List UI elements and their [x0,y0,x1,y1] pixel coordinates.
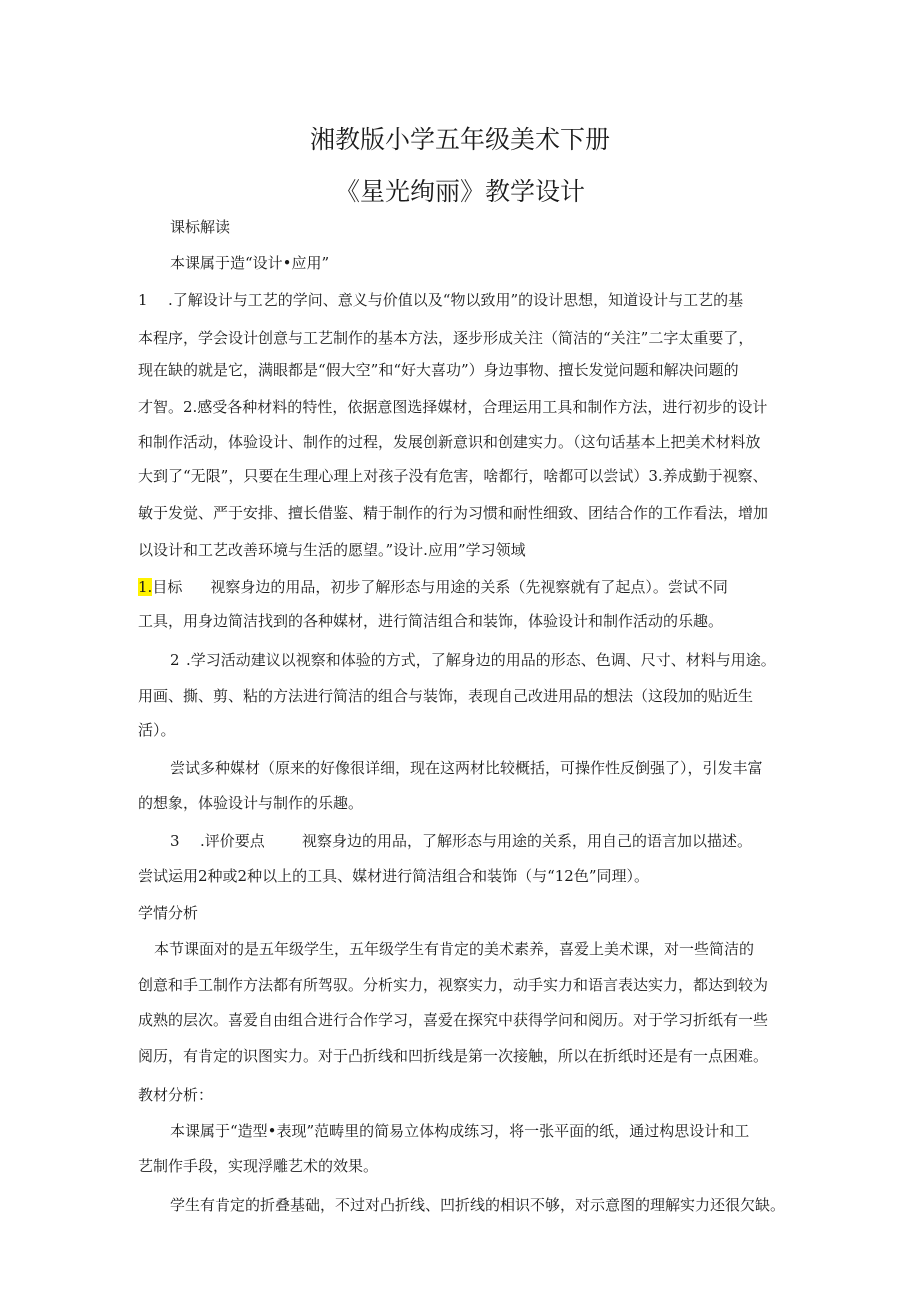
paragraph-line: 以设计和工艺改善环境与生活的愿望。”设计.应用”学习领域 [138,541,526,559]
section-heading-curriculum: 课标解读 [170,218,231,236]
evaluation-label: .评价要点 [200,832,265,850]
paragraph-line: 工具，用身边简洁找到的各种媒材，进行简洁组合和装饰，体验设计和制作活动的乐趣。 [138,612,724,630]
goal-line [138,577,728,597]
paragraph-line: 和制作活动，体验设计、制作的过程，发展创新意识和创建实力。（这句话基本上把美术材料放 [138,433,761,451]
paragraph-line: 本程序，学会设计创意与工艺制作的基本方法，逐步形成关注（简洁的“关注”二字太重要了， [138,329,754,347]
paragraph-line: 本课属于造“设计•应用” [170,254,330,272]
paragraph-line: 本课属于“造型•表现”范畴里的简易立体构成练习，将一张平面的纸，通过构思设计和工 [170,1122,750,1140]
paragraph-line: 尝试多种媒材（原来的好像很详细，现在这两材比较概括，可操作性反倒强了），引发丰富 [170,759,763,777]
document-title: 湘教版小学五年级美术下册 [309,125,610,154]
paragraph-line: 大到了“无限”，只要在生理心理上对孩子没有危害，啥都行，啥都可以尝试）3.养成勤于视察、 [138,467,768,485]
paragraph-line: 艺制作手段，实现浮雕艺术的效果。 [138,1157,379,1175]
paragraph-line: 视察身边的用品，了解形态与用途的关系，用自己的语言加以描述。 [302,832,753,850]
section-heading-textbook: 教材分析： [138,1086,214,1104]
highlighted-number: 1. [138,578,153,596]
paragraph-line: 学生有肯定的折叠基础，不过对凸折线、凹折线的相识不够，对示意图的理解实力还很欠缺。 [170,1196,786,1214]
paragraph-line: 尝试运用2种或2种以上的工具、媒材进行简洁组合和装饰（与“12色”同理）。 [138,867,650,885]
paragraph-line: .了解设计与工艺的学问、意义与价值以及“物以致用”的设计思想，知道设计与工艺的基 [168,291,744,309]
list-number: 3 [170,832,180,850]
section-heading-students: 学情分析 [138,904,199,922]
paragraph-line: 阅历，有肯定的识图实力。对于凸折线和凹折线是第一次接触，所以在折纸时还是有一点困难。 [138,1047,769,1065]
list-number: 1 [138,291,148,309]
paragraph-line: 成熟的层次。喜爱自由组合进行合作学习，喜爱在探究中获得学问和阅历。对于学习折纸有一些 [138,1011,769,1029]
document-subtitle: 《星光绚丽》教学设计 [334,177,585,206]
paragraph-line: 用画、撕、剪、粘的方法进行简洁的组合与装饰，表现自己改进用品的想法（这段加的贴近生 [138,687,754,705]
paragraph-line: 本节课面对的是五年级学生，五年级学生有肯定的美术素养，喜爱上美术课，对一些简洁的 [154,940,755,958]
list-number: 2 [170,651,180,669]
paragraph-line: 活）。 [138,721,176,739]
paragraph-line: 现在缺的就是它，满眼都是“假大空”和“好大喜功”）身边事物、擅长发觉问题和解决问题的 [138,361,739,379]
goal-label: 目标 [152,578,183,596]
paragraph-line: 敏于发觉、严于安排、擅长借鉴、精于制作的行为习惯和耐性细致、团结合作的工作看法，增加 [138,504,769,522]
paragraph-line: 才智。2.感受各种材料的特性，依据意图选择媒材，合理运用工具和制作方法，进行初步的设计 [138,398,768,416]
paragraph-line: 的想象，体验设计与制作的乐趣。 [138,794,364,812]
goal-text: 视察身边的用品，初步了解形态与用途的关系（先视察就有了起点）。尝试不同 [210,578,728,596]
paragraph-line: 创意和手工制作方法都有所驾驭。分析实力，视察实力，动手实力和语言表达实力，都达到较为 [138,976,769,994]
paragraph-line: .学习活动建议以视察和体验的方式，了解身边的用品的形态、色调、尺寸、材料与用途。 [186,651,776,669]
